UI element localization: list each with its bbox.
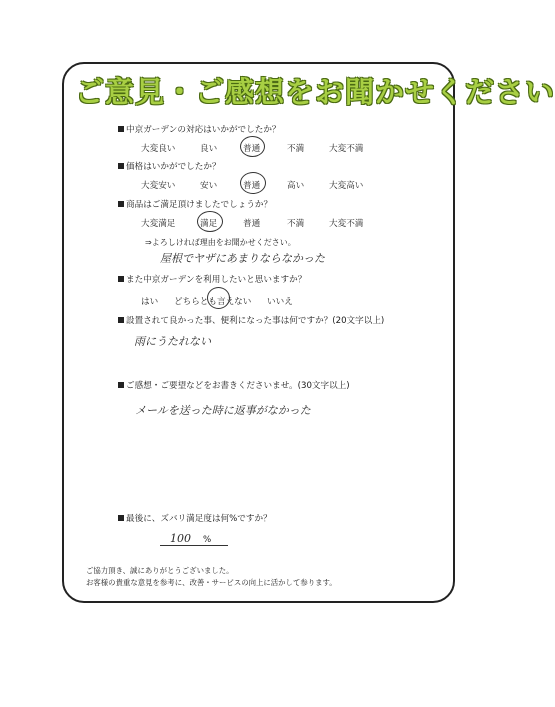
q3-option-4: 不満 — [287, 219, 305, 229]
q3-option-3: 普通 — [243, 219, 261, 229]
q1-option-2: 良い — [200, 144, 218, 154]
q3-note: ⇒よろしければ理由をお聞かせください。 — [145, 238, 296, 247]
square-bullet-icon — [118, 163, 124, 169]
q2-option-4: 高い — [287, 181, 305, 191]
square-bullet-icon — [118, 126, 124, 132]
question-4: また中京ガーデンを利用したいと思いますか？ — [118, 273, 306, 285]
square-bullet-icon — [118, 276, 124, 282]
q4-selection-circle — [207, 287, 230, 309]
footer-thanks: ご協力頂き、誠にありがとうございました。 — [86, 566, 234, 575]
question-1: 中京ガーデンの対応はいかがでしたか？ — [118, 123, 281, 135]
q2-option-1: 大変安い — [141, 181, 176, 191]
question-2: 価格はいかがでしたか？ — [118, 160, 221, 172]
question-3: 商品はご満足頂けましたでしょうか？ — [118, 198, 272, 210]
q6-handwritten-answer: メールを送った時に返事がなかった — [135, 404, 311, 417]
question-6: ご感想・ご要望などをお書きくださいませ。(30文字以上) — [118, 379, 350, 391]
q7-handwritten-answer: 100 — [170, 532, 191, 545]
square-bullet-icon — [118, 382, 124, 388]
question-5: 設置されて良かった事、便利になった事は何ですか？(20文字以上) — [118, 314, 384, 326]
q5-handwritten-answer: 雨にうたれない — [134, 335, 211, 348]
q7-percent-unit: % — [203, 535, 212, 545]
square-bullet-icon — [118, 201, 124, 207]
q4-option-1: はい — [141, 297, 159, 307]
q1-option-3: 普通 — [243, 144, 261, 154]
q1-option-5: 大変不満 — [329, 144, 364, 154]
q7-answer-underline — [160, 545, 228, 546]
q2-selection-circle — [240, 172, 266, 194]
q3-selection-circle — [197, 211, 223, 232]
q3-option-2: 満足 — [200, 219, 218, 229]
q3-option-5: 大変不満 — [329, 219, 364, 229]
q1-option-1: 大変良い — [141, 144, 176, 154]
square-bullet-icon — [118, 515, 124, 521]
square-bullet-icon — [118, 317, 124, 323]
q2-option-3: 普通 — [243, 181, 261, 191]
q1-selection-circle — [240, 136, 265, 157]
q1-option-4: 不満 — [287, 144, 305, 154]
q4-option-3: いいえ — [267, 297, 293, 307]
q3-option-1: 大変満足 — [141, 219, 176, 229]
q4-option-2: どちらとも言えない — [174, 297, 252, 307]
q3-handwritten-answer: 屋根でヤザにあまりならなかった — [160, 252, 325, 265]
question-7: 最後に、ズバリ満足度は何%ですか？ — [118, 512, 272, 524]
q2-option-5: 大変高い — [329, 181, 364, 191]
page-title: ご意見・ご感想をお聞かせください — [75, 75, 555, 109]
q2-option-2: 安い — [200, 181, 218, 191]
footer-message: お客様の貴重な意見を参考に、改善・サービスの向上に活かして参ります。 — [86, 578, 337, 587]
